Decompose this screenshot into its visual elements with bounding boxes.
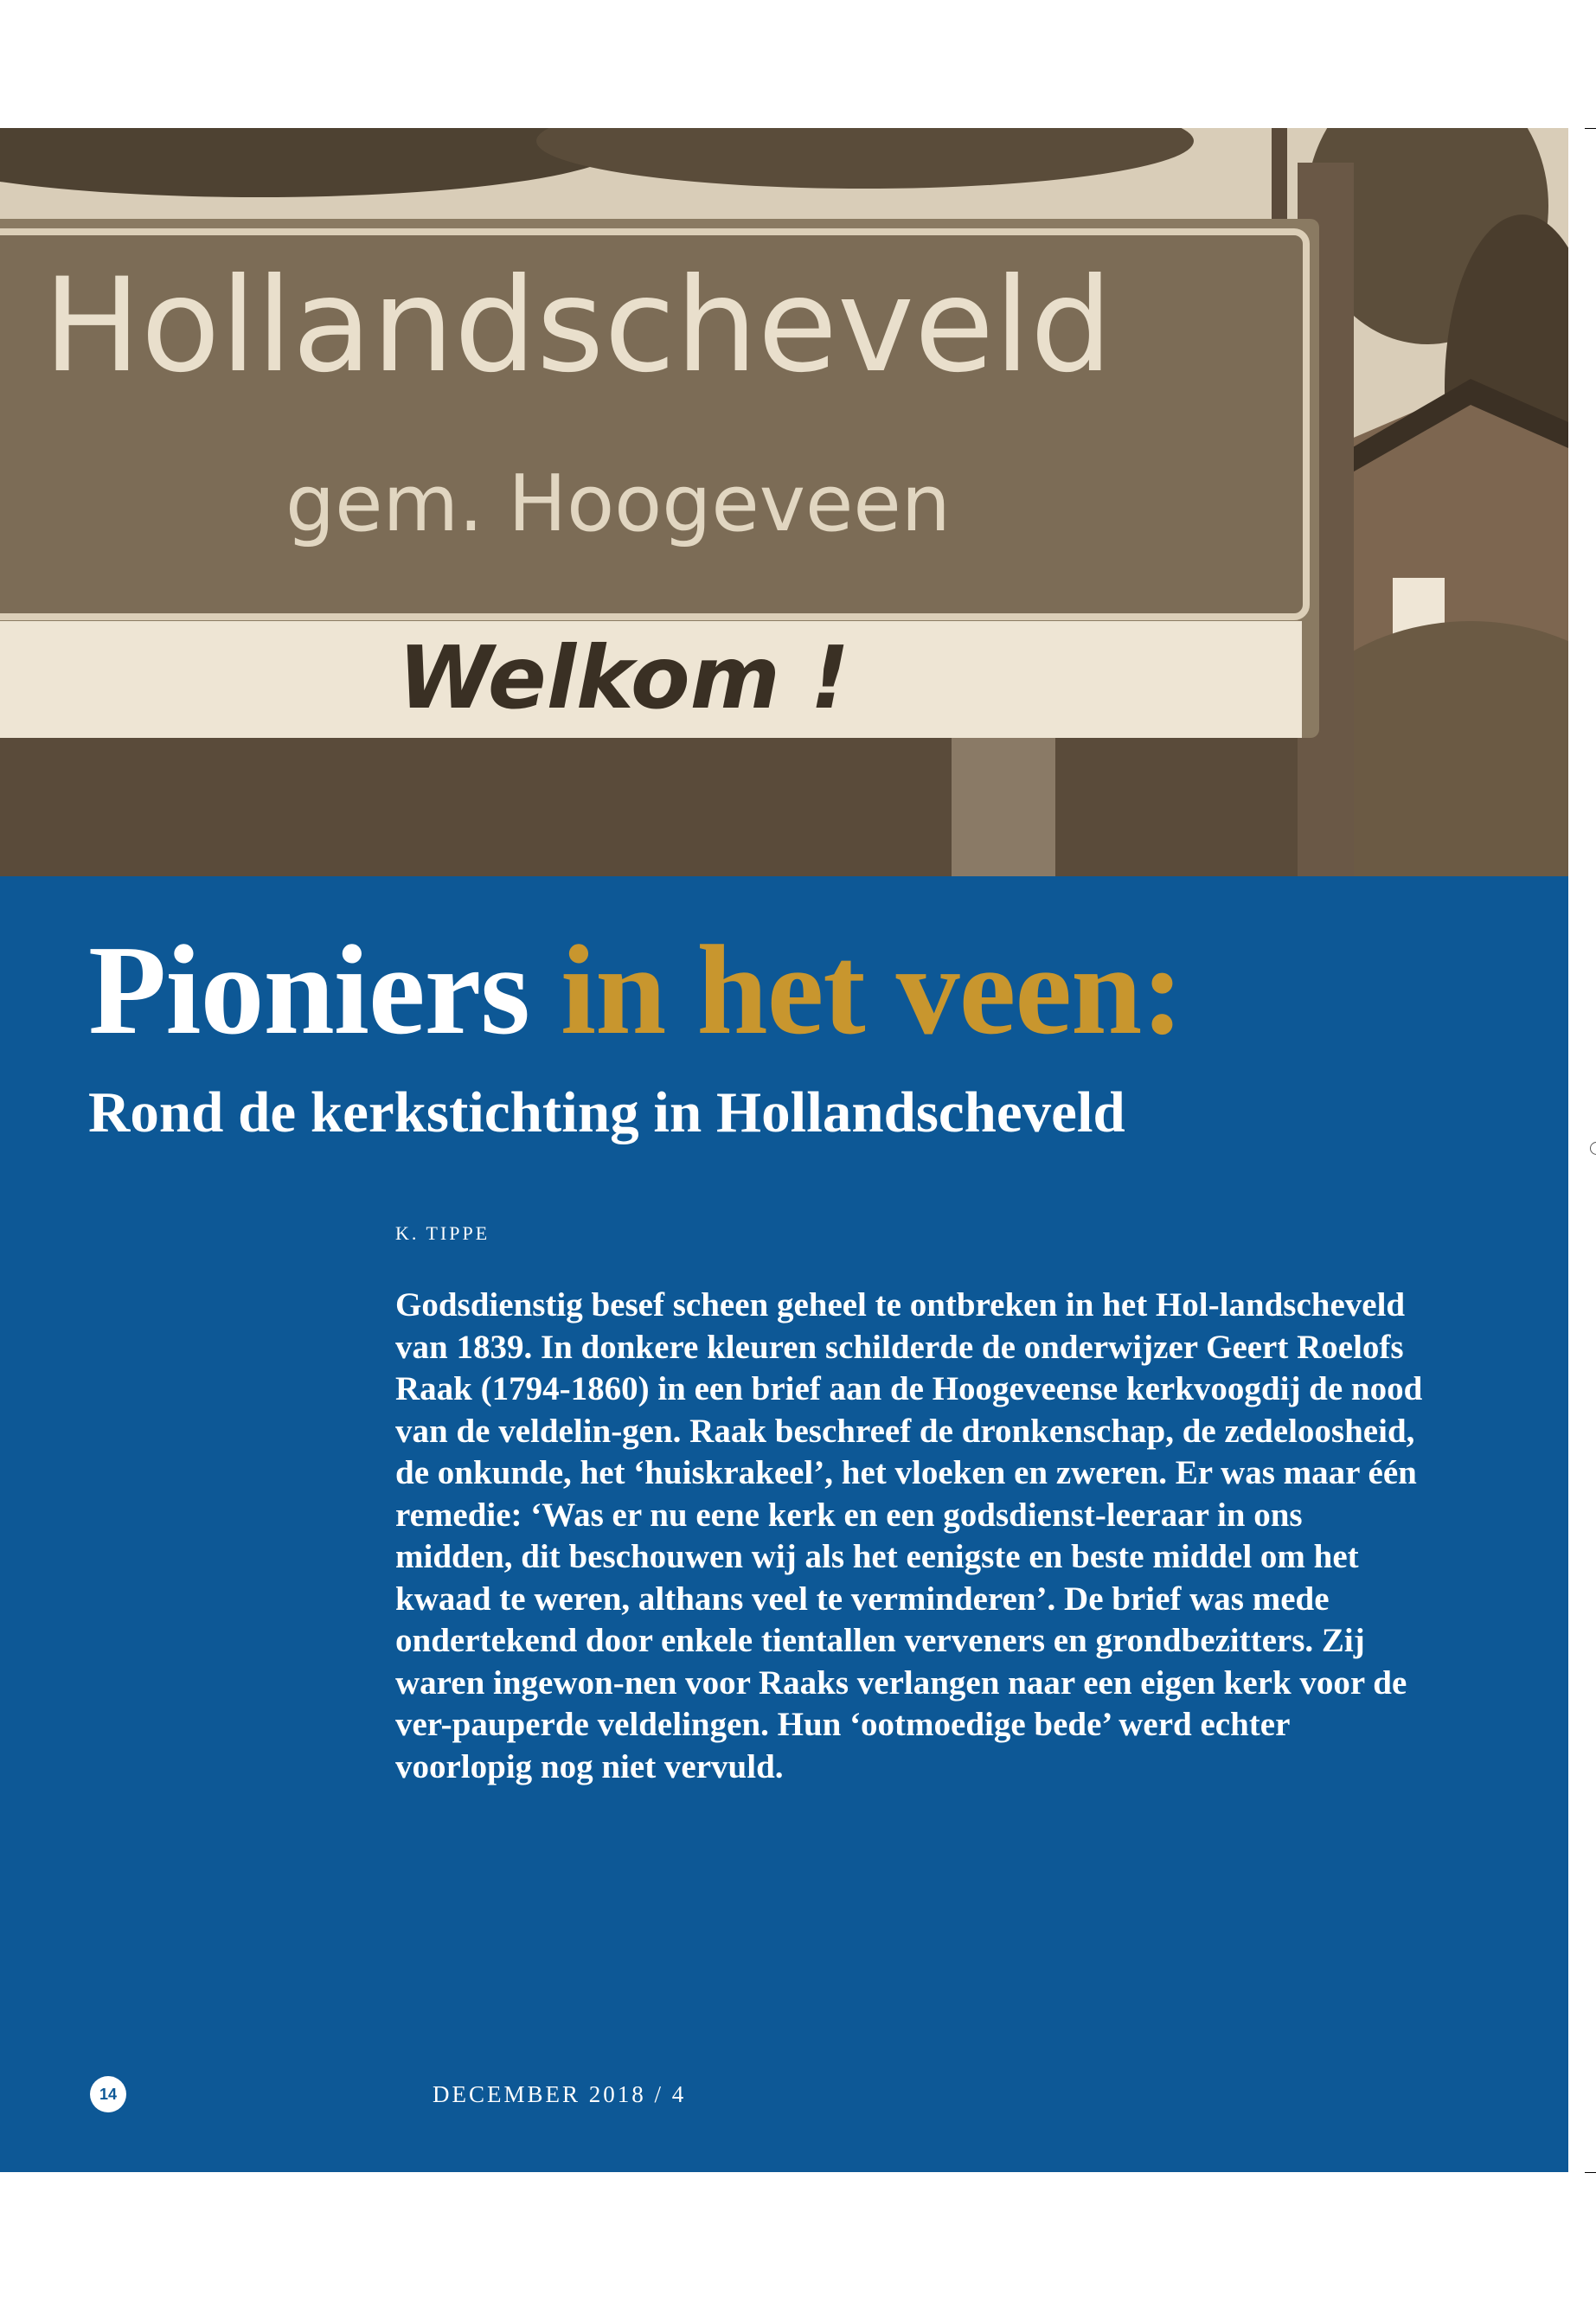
author-byline: K. TIPPE [395, 1222, 490, 1244]
article-subtitle: Rond de kerkstichting in Hollandscheveld [88, 1080, 1125, 1144]
title-main: Pioniers [88, 920, 529, 1061]
crop-mark-top [1585, 128, 1596, 129]
article-intro: Godsdienstig besef scheen geheel te ontbreken in het Hol-landscheveld van 1839. In donkere kleuren schilderde de onderwijzer Geert Roelofs Raak (1794-1860) in een brief aan de Hoogeveense kerkvoogdij de nood van de veldelin-gen. Raak beschreef de dronkenschap, de zedeloosheid, de onkunde, het ‘huiskrakeel’, het vloeken en zweren. Er was maar één remedie: ‘Was er nu eene kerk en een godsdienst-leeraar in ons midden, dit beschouwen wij als het eenigste en beste middel om het kwaad te weren, althans veel te verminderen’. De brief was mede ondertekend door enkele tientallen verveners en grondbezitters. Zij waren ingewon-nen voor Raaks verlangen naar een eigen kerk voor de ver-pauperde veldelingen. Hun ‘ootmoedige bede’ werd echter voorlopig nog niet vervuld. [395, 1286, 1423, 1785]
sign-municipality-text: gem. Hoogeveen [285, 458, 951, 549]
article-title [88, 920, 1183, 1061]
sign-welcome-text: Welkom ! [398, 627, 850, 728]
issue-label: DECEMBER 2018 / 4 [433, 2081, 687, 2107]
crop-mark-bottom [1585, 2172, 1596, 2173]
sign-town-text: Hollandscheveld [43, 251, 1113, 401]
header-photo [0, 128, 1568, 876]
title-accent: in het veen: [560, 920, 1183, 1061]
page-number: 14 [90, 2076, 126, 2112]
registration-mark [1590, 1142, 1596, 1155]
